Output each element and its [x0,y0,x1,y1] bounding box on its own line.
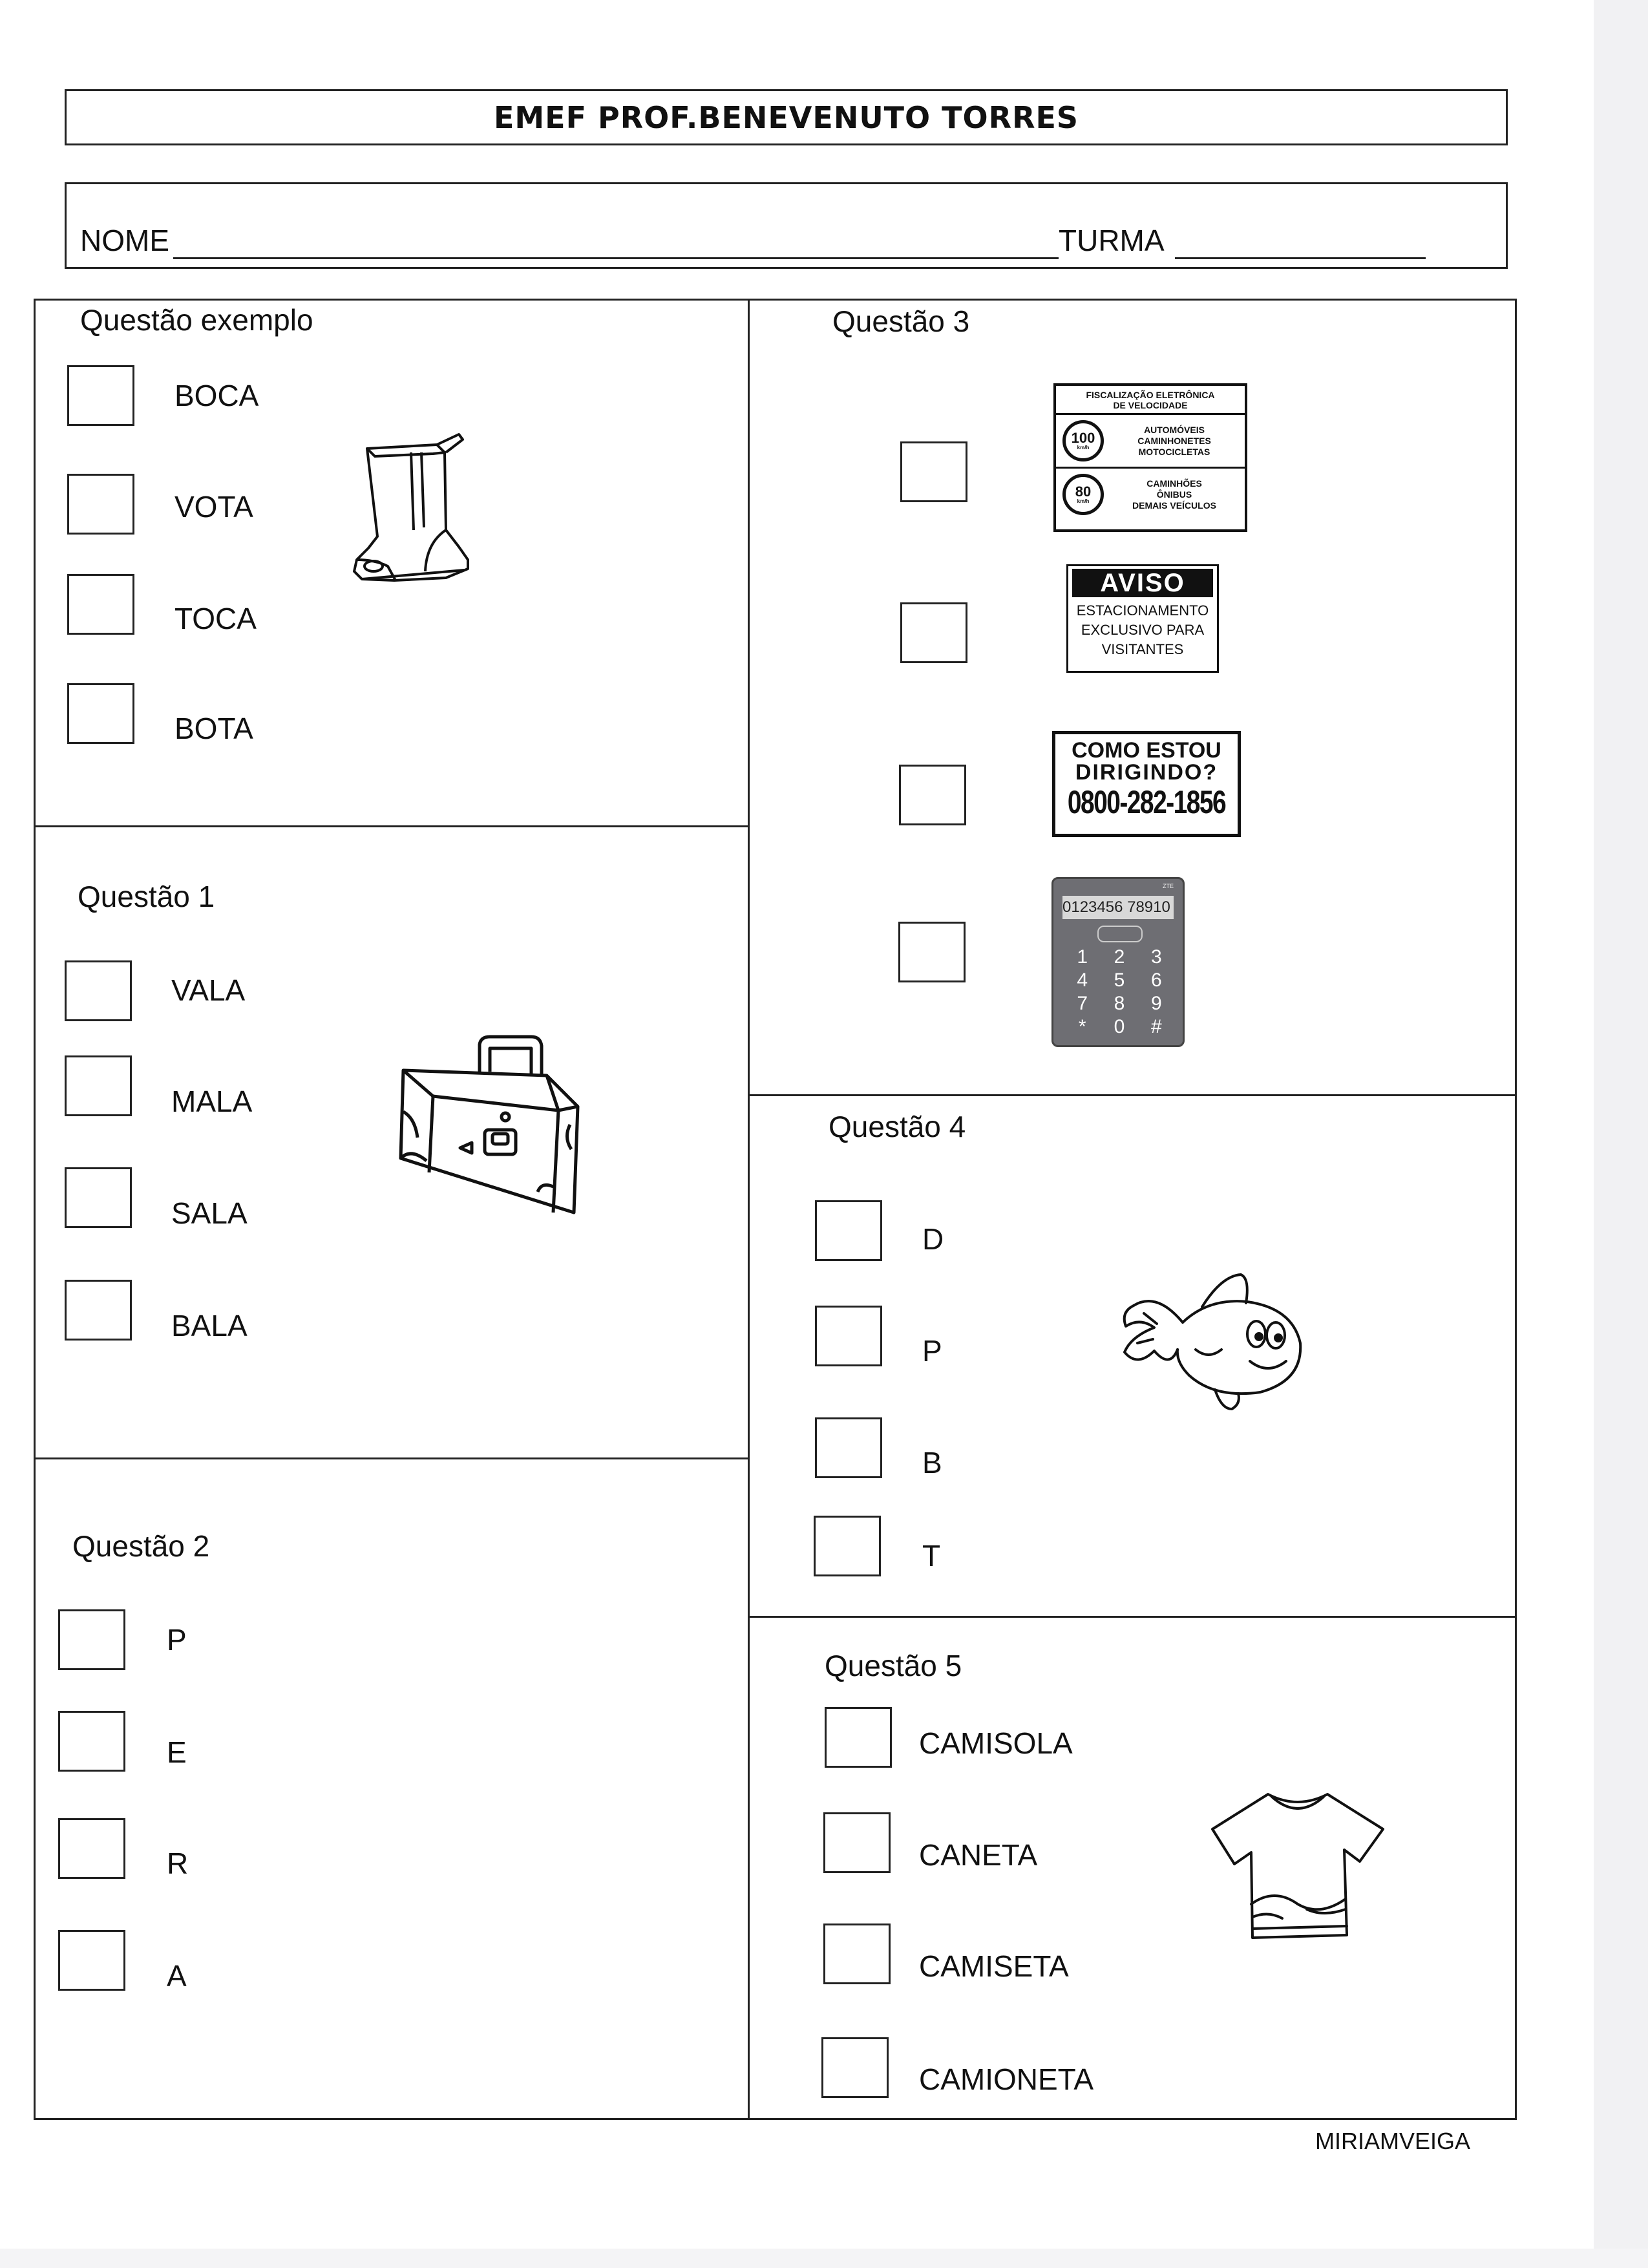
cellphone-illustration [1051,877,1185,1047]
example-option-label: BOTA [174,712,253,745]
q5-option-label: CAMIONETA [919,2062,1094,2096]
cellphone-brand: ZTE [1163,883,1174,889]
q2-option-label: E [167,1735,187,1769]
q5-option-checkbox[interactable] [823,1924,891,1984]
author-credit: MIRIAMVEIGA [1315,2128,1471,2154]
speed-limit-2-value: 80 [1075,483,1092,500]
how-am-i-driving-sign [1052,731,1241,837]
question-1-title: Questão 1 [78,880,215,913]
cellphone-key: 8 [1114,993,1125,1014]
q1-option-label: SALA [171,1196,248,1230]
q4-option-checkbox[interactable] [815,1200,882,1261]
cellphone-display: 0123456 78910 [1062,896,1174,919]
example-option-label: TOCA [174,602,257,635]
right-divider-2 [748,1616,1517,1618]
aviso-sign-title: AVISO [1072,569,1213,597]
question-2-title: Questão 2 [72,1529,210,1563]
school-name: EMEF PROF.BENEVENUTO TORRES [493,100,1079,135]
example-option-label: BOCA [174,379,259,412]
boot-illustration [349,433,504,588]
cellphone-key: * [1078,1016,1086,1037]
aviso-sign [1066,564,1219,673]
left-divider-2 [34,1457,748,1459]
q4-option-label: T [922,1539,941,1573]
q1-option-checkbox[interactable] [65,1167,132,1228]
q2-option-checkbox[interactable] [58,1711,125,1772]
cellphone-key: 6 [1150,970,1162,991]
q5-option-label: CAMISETA [919,1949,1069,1983]
q4-option-checkbox[interactable] [815,1306,882,1366]
aviso-sign-line: EXCLUSIVO PARA [1081,622,1205,638]
q3-option-checkbox[interactable] [899,765,966,825]
left-divider-1 [34,825,748,827]
q4-option-label: P [922,1334,942,1368]
question-example-title: Questão exemplo [80,303,313,337]
cellphone-key: 5 [1114,970,1125,991]
driving-sign-line2: DIRIGINDO? [1075,760,1218,785]
speed-limit-2-unit: km/h [1077,498,1090,504]
question-4-title: Questão 4 [829,1110,966,1143]
q2-option-label: P [167,1623,187,1657]
fish-illustration [1118,1272,1305,1414]
speed-limit-2-icon [1062,474,1104,515]
q1-option-checkbox[interactable] [65,960,132,1021]
cellphone-key: 4 [1077,970,1088,991]
example-option-checkbox[interactable] [67,574,134,635]
example-option-checkbox[interactable] [67,474,134,535]
speed-group-1-line: CAMINHONETES [1137,435,1211,446]
cellphone-key: 7 [1077,993,1088,1014]
speed-group-1-line: MOTOCICLETAS [1138,446,1210,457]
cellphone-key: 0 [1114,1016,1125,1037]
cellphone-nav-key [1097,926,1143,942]
cellphone-keypad [1064,948,1175,1037]
q2-option-checkbox[interactable] [58,1818,125,1879]
cellphone-key: 3 [1150,946,1162,968]
name-field[interactable] [173,257,1059,259]
q1-option-checkbox[interactable] [65,1280,132,1341]
column-divider [748,299,750,2120]
q5-option-label: CANETA [919,1838,1038,1872]
example-option-checkbox[interactable] [67,365,134,426]
speed-group-2-line: CAMINHÕES [1146,478,1202,489]
driving-sign-phone: 0800-282-1856 [1067,784,1226,820]
driving-sign-line1: COMO ESTOU [1072,738,1221,763]
q3-option-checkbox[interactable] [898,922,966,982]
tshirt-illustration [1210,1790,1386,1940]
cellphone-key: 9 [1150,993,1162,1014]
page-margin-shadow [1594,0,1648,2268]
speed-group-2-line: DEMAIS VEÍCULOS [1132,500,1216,511]
q4-option-label: B [922,1446,942,1479]
speed-sign-title-line2: DE VELOCIDADE [1113,400,1188,410]
q5-option-checkbox[interactable] [823,1812,891,1873]
q3-option-checkbox[interactable] [900,602,967,663]
q1-option-label: VALA [171,973,246,1007]
q1-option-label: MALA [171,1085,253,1118]
speed-limit-1-value: 100 [1071,430,1095,446]
school-title [65,89,1508,145]
q4-option-checkbox[interactable] [814,1516,881,1576]
q2-option-label: R [167,1847,189,1880]
right-divider-1 [748,1094,1517,1096]
aviso-sign-line: ESTACIONAMENTO [1076,602,1209,619]
aviso-sign-line: VISITANTES [1101,641,1184,657]
example-option-label: VOTA [174,490,253,524]
q2-option-checkbox[interactable] [58,1609,125,1670]
suitcase-illustration [396,1034,583,1215]
class-field[interactable] [1175,257,1426,259]
q5-option-checkbox[interactable] [825,1707,892,1768]
student-info-box [65,182,1508,269]
cellphone-key: 2 [1114,946,1125,968]
cellphone-key: 1 [1077,946,1088,968]
q4-option-checkbox[interactable] [815,1417,882,1478]
q1-option-checkbox[interactable] [65,1055,132,1116]
name-label: NOME [80,224,169,257]
speed-group-1-line: AUTOMÓVEIS [1144,424,1205,435]
speed-sign-title-line1: FISCALIZAÇÃO ELETRÔNICA [1086,390,1215,400]
q3-option-checkbox[interactable] [900,441,967,502]
example-option-checkbox[interactable] [67,683,134,744]
q5-option-checkbox[interactable] [821,2037,889,2098]
cellphone-key: # [1150,1016,1162,1037]
question-3-title: Questão 3 [832,304,970,338]
speed-enforcement-sign [1053,383,1247,532]
page-bottom-shadow [0,2249,1648,2268]
q1-option-label: BALA [171,1309,248,1342]
q2-option-checkbox[interactable] [58,1930,125,1991]
q4-option-label: D [922,1222,944,1256]
q5-option-label: CAMISOLA [919,1726,1073,1760]
class-label: TURMA [1059,224,1165,257]
speed-limit-1-icon [1062,420,1104,461]
q2-option-label: A [167,1959,187,1993]
speed-group-2-line: ÔNIBUS [1156,489,1192,500]
speed-limit-1-unit: km/h [1077,445,1090,450]
question-5-title: Questão 5 [825,1649,962,1682]
